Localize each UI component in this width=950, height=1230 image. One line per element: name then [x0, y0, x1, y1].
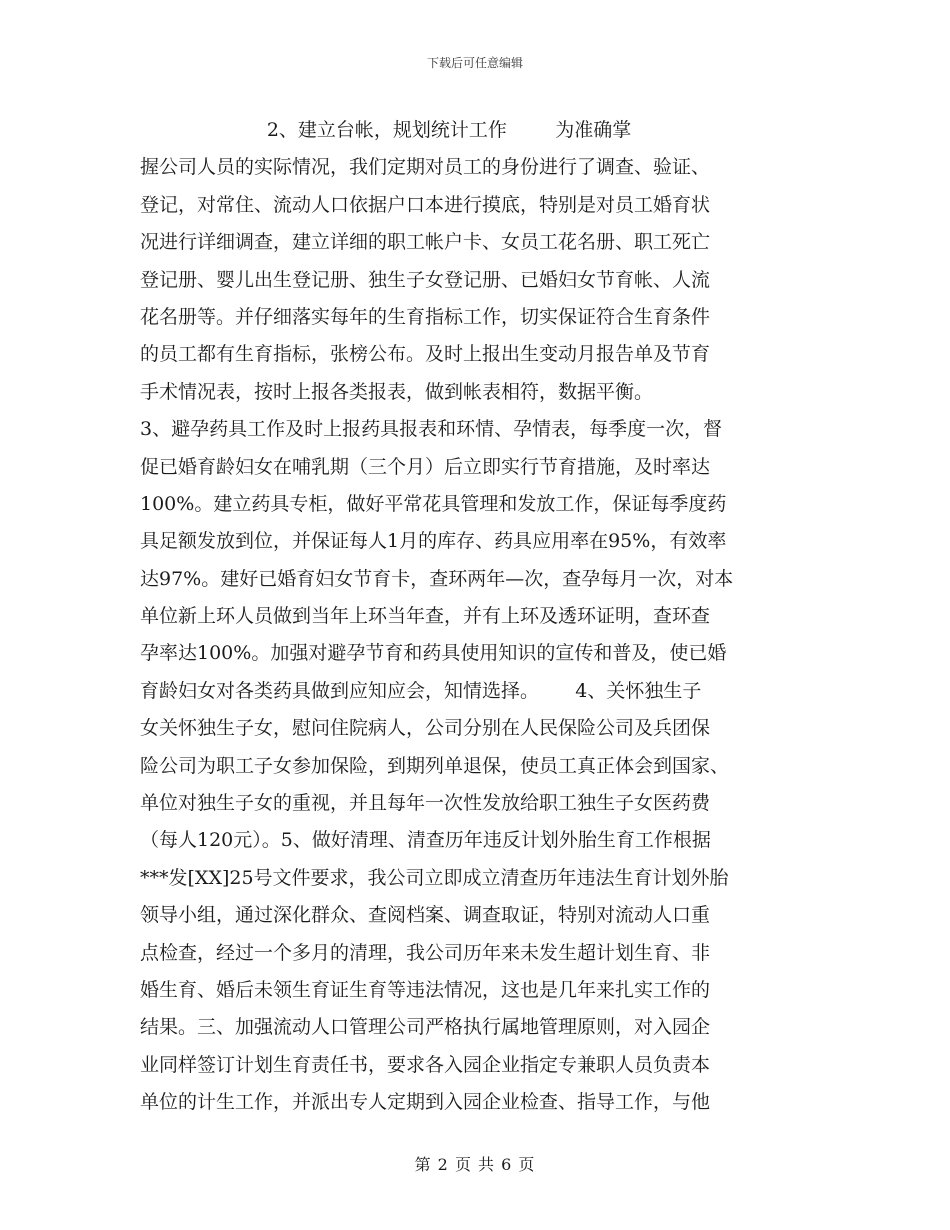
text-line: 单位的计生工作，并派出专人定期到入园企业检查、指导工作，与他: [140, 1091, 711, 1114]
text-line: 婚生育、婚后未领生育证生育等违法情况，这也是几年来扎实工作的: [140, 978, 711, 1001]
text-line: 况进行详细调查，建立详细的职工帐户卡、女员工花名册、职工死亡: [140, 231, 711, 254]
text-line: 100%。建立药具专柜，做好平常花具管理和发放工作，保证每季度药: [140, 492, 727, 515]
text-line: 险公司为职工子女参加保险，到期列单退保，使员工真正体会到国家、: [140, 754, 730, 777]
text-line: 握公司人员的实际情况，我们定期对员工的身份进行了调查、验证、: [140, 156, 711, 179]
page-footer: 第 2 页 共 6 页: [414, 1155, 536, 1174]
text-line: 结果。三、加强流动人口管理公司严格执行属地管理原则，对入园企: [140, 1016, 711, 1039]
page-header: 下载后可任意编辑: [426, 56, 523, 70]
text-line: 花名册等。并仔细落实每年的生育指标工作，切实保证符合生育条件: [140, 305, 711, 328]
text-line: 促已婚育龄妇女在哺乳期（三个月）后立即实行节育措施，及时率达: [140, 455, 711, 478]
text-line: 业同样签订计划生育责任书，要求各入园企业指定专兼职人员负责本: [140, 1053, 711, 1076]
text-line: 领导小组，通过深化群众、查阅档案、调查取证，特别对流动人口重: [140, 904, 711, 927]
text-line: 手术情况表，按时上报各类报表，做到帐表相符，数据平衡。: [140, 380, 654, 403]
text-line: 单位新上环人员做到当年上环当年查，并有上环及透环证明，查环查: [140, 605, 711, 628]
text-line: 女关怀独生子女，慰问住院病人，公司分别在人民保险公司及兵团保: [140, 717, 711, 740]
text-line: 登记，对常住、流动人口依据户口本进行摸底，特别是对员工婚育状: [140, 193, 711, 216]
text-line: 登记册、婴儿出生登记册、独生子女登记册、已婚妇女节育帐、人流: [140, 268, 711, 291]
text-line: 2、建立台帐，规划统计工作 为准确掌: [140, 119, 632, 141]
text-line: 单位对独生子女的重视，并且每年一次性发放给职工独生子女医药费: [140, 792, 711, 815]
body-text: [140, 112, 812, 1122]
text-line: 育龄妇女对各类药具做到应知应会，知情选择。 4、关怀独生子: [140, 679, 702, 702]
text-line: 达97%。建好已婚育妇女节育卡，查环两年—次，查孕每月一次，对本: [140, 567, 734, 590]
text-line: 3、避孕药具工作及时上报药具报表和环情、孕情表，每季度一次，督: [140, 418, 723, 441]
text-line: 具足额发放到位，并保证每人1月的库存、药具应用率在95%，有效率: [140, 530, 727, 553]
text-line: 孕率达100%。加强对避孕节育和药具使用知识的宣传和普及，使已婚: [140, 642, 727, 665]
text-line: 的员工都有生育指标，张榜公布。及时上报出生变动月报告单及节育: [140, 343, 711, 366]
text-line: ***发[XX]25号文件要求，我公司立即成立清查历年违法生育计划外胎: [140, 866, 729, 889]
text-line: 点检查，经过一个多月的清理，我公司历年来未发生超计划生育、非: [140, 941, 711, 964]
text-line: （每人120元）。5、做好清理、清查历年违反计划外胎生育工作根据: [140, 829, 711, 852]
